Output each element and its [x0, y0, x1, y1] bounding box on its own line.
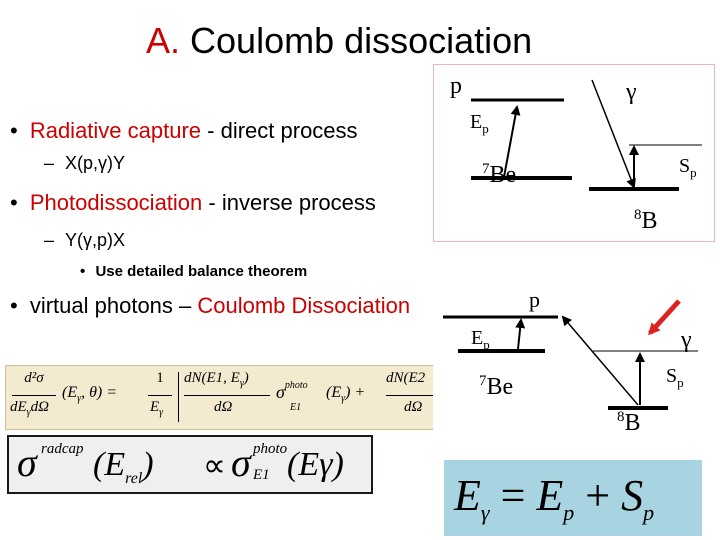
bullet-rest-text: - inverse process [202, 190, 376, 215]
level-diagram-capture-svg [434, 65, 714, 241]
lhs-denominator: $dE_\gamma d\Omega$ [10, 399, 49, 418]
b8-label: $^8$B [617, 409, 641, 436]
sub-sub-bullet-text: Use detailed balance theorem [95, 263, 308, 280]
sp-label: $S_p$ [666, 365, 684, 390]
sigma-radcap: σ [17, 440, 37, 485]
fraction-bar [148, 395, 172, 396]
sigma-argument: $(E_\gamma)$ + [326, 384, 366, 405]
b8-label: $^8$B [634, 207, 658, 234]
sub-sub-bullet-detailed-balance [80, 263, 307, 280]
energy-relation-text: $E_\gamma = E_p + S_p$ [454, 471, 655, 525]
bullet-red-text: Radiative capture [29, 118, 202, 143]
sigma-photo-subscript: E1 [253, 467, 270, 483]
gamma-label: γ [681, 327, 692, 353]
bullet-marker: • [10, 118, 18, 143]
gamma-label: γ [626, 79, 637, 105]
fraction-bar [12, 395, 56, 396]
detailed-balance-formula [7, 435, 373, 494]
proportional-symbol: ∝ [203, 447, 226, 483]
sub-bullet-reaction-2 [44, 230, 125, 251]
bracket-left [178, 372, 179, 422]
e-rel-term: $(E_{rel})$ [93, 446, 154, 487]
sub-bullet-text: X(p,γ)Y [65, 153, 126, 173]
bullet-red-text: Photodissociation [29, 190, 203, 215]
sigma-photo-e1: $\sigma^{photo}$ [276, 380, 308, 402]
bullet-virtual-photons [10, 293, 410, 319]
bullet-plain-text: virtual photons – [29, 293, 198, 318]
title-text: Coulomb dissociation [190, 20, 533, 61]
ep-label: $E_p$ [470, 111, 489, 136]
energy-relation-formula [444, 460, 702, 536]
one-over-e-numerator: 1 [156, 370, 164, 386]
dn-e1-numerator: dN(E1, $E_\gamma$) [184, 370, 249, 389]
bullet-marker: • [10, 190, 18, 215]
sigma-radcap-superscript: radcap [41, 441, 84, 457]
dn-e2-numerator: dN(E2 [386, 370, 426, 386]
sp-label: $S_p$ [679, 155, 697, 180]
sigma-subscript: E1 [290, 402, 302, 413]
bullet-radiative-capture [10, 118, 358, 144]
sub-sub-bullet-marker: • [80, 263, 86, 280]
ep-arrow [518, 320, 521, 349]
e-gamma-term: (Eγ) [287, 446, 344, 483]
sub-bullet-text: Y(γ,p)X [65, 230, 126, 250]
bullet-photodissociation [10, 190, 376, 216]
level-diagram-coulomb [433, 287, 720, 447]
one-over-e-denominator: $E_\gamma$ [150, 399, 164, 418]
proton-label: p [450, 73, 462, 99]
title-accent: A. [146, 20, 181, 61]
sub-bullet-marker: – [44, 230, 55, 250]
dn-e1-denominator: dΩ [214, 399, 233, 415]
lhs-numerator: d²σ [24, 370, 44, 386]
level-diagram-capture [433, 64, 715, 242]
be7-label: $^7$Be [482, 161, 517, 188]
dn-e2-denominator: dΩ [404, 399, 423, 415]
sub-bullet-reaction-1 [44, 153, 125, 174]
bullet-red-text: Coulomb Dissociation [197, 293, 411, 318]
be7-label: $^7$Be [479, 373, 514, 400]
slide-title [146, 20, 532, 62]
bullet-marker: • [10, 293, 18, 318]
virtual-photon-arrow [650, 301, 679, 333]
sub-bullet-marker: – [44, 153, 55, 173]
ep-label: $E_p$ [471, 327, 490, 352]
sigma-photo: σ [231, 440, 251, 485]
fraction-bar [184, 395, 270, 396]
sigma-photo-superscript: photo [253, 441, 288, 457]
bullet-rest-text: - direct process [201, 118, 358, 143]
cross-section-formula [5, 365, 447, 430]
breakup-arrow [563, 317, 638, 405]
lhs-arguments: ($E_\gamma$, θ) = [62, 384, 118, 405]
proton-label: p [529, 287, 540, 312]
